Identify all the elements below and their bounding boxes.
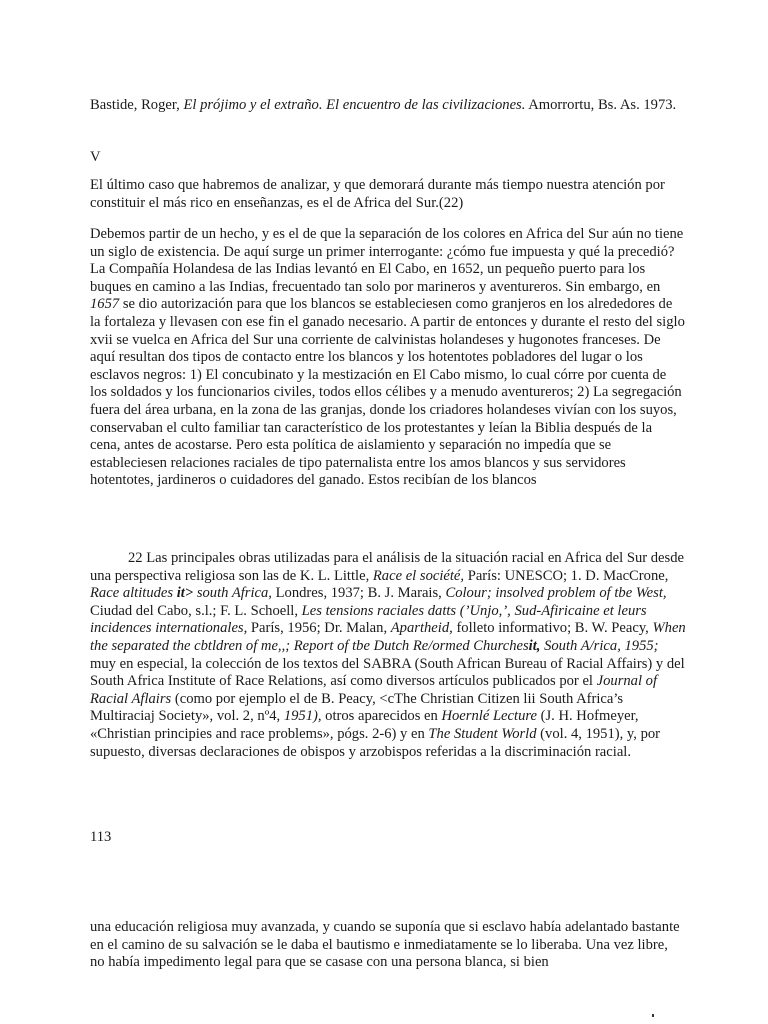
footnote-work-title: South A/rica, 1955; (540, 637, 659, 654)
footnote-text: París: UNESCO; 1. D. MacCrone, (464, 567, 669, 584)
footnote-work-title: Colour; insolved problem of tbe West, (445, 585, 667, 602)
bibliographic-reference (90, 97, 686, 115)
footnote-work-title: Race el société, (372, 567, 465, 584)
page-speck (652, 1014, 654, 1017)
footnote-text: muy en especial, la colección de los textos del SABRA (South African Bureau of Racial Affairs) y del South Africa Institute of Race Relations, así como diversos artículos publicados por el (90, 655, 685, 690)
paragraph-text: Debemos partir de un hecho, y es el de que la separación de los colores en Africa del Sur aún no tiene un siglo de existencia. De aquí surge un primer interrogante: ¿cómo fue impuesta y qué la precedió? La Compañía Holandesa de las Indias levantó en El Cabo, en 1652, un pequeño puerto para los buques en camino a las Indias, frecuentado tan solo por marineros y aventureros. Sin embargo, en (90, 226, 684, 295)
footnote-work-title: The Student World (428, 725, 537, 742)
footnote-work-title: Hoernlé Lecture (441, 708, 537, 725)
footnote-work-title: When the separated the cbtldren of me,,; Report of tbe Dutch Re/ormed Churches (90, 620, 686, 654)
footnote-text: Ciudad del Cabo, s.l.; F. L. Schoell, (90, 602, 302, 619)
footnote-work-title: south Africa, (193, 585, 272, 602)
page-number: 113 (90, 829, 112, 845)
reference-author: Bastide, Roger, (90, 97, 184, 113)
paragraph-text: se dio autorización para que los blancos se estableciesen como granjeros en los alrededores de la fortaleza y llevasen con ese fin el ganado necesario. A partir de entonces y durante el resto del siglo xvii se vuelca en Africa del Sur una corriente de calvinistas holandeses y hugonotes franceses. De aquí resultan dos tipos de contacto entre los blancos y los hotentotes pobladores del lugar o los esclavos negros: 1) El concubinato y la mestización en El Cabo mismo, lo cual córre por cuenta de los soldados y los funcionarios civiles, todos ellos célibes y a menudo aventureros; 2) La segregación fuera del área urbana, en la zona de las granjas, donde los criadores holandeses vivían con los suyos, conservaban el culto familiar tan característico de los protestantes y leían la Biblia después de la cena, antes de acostarse. Pero esta política de aislamiento y separación no impedía que se estableciesen relaciones raciales de tipo paternalista entre los amos blancos y sus servidores hotentotes, jardineros o cuidadores del ganado. Estos recibían de los blancos (90, 296, 685, 489)
footnote-22 (90, 550, 686, 761)
reference-publisher: Amorrortu, Bs. As. 1973. (525, 97, 677, 113)
paragraph-year: 1657 (90, 296, 120, 313)
footnote-text: (J. H. Hofmeyer, «Christian principies and race problems», pógs. 2-6) y en (90, 708, 639, 742)
footnote-text: París, 1956; Dr. Malan, (247, 620, 391, 637)
paragraph-intro: El último caso que habremos de analizar, y que demorará durante más tiempo nuestra atención por constituir el más rico en enseñanzas, es el de Africa del Sur.(22) (90, 177, 665, 211)
footnote-work-title: Journal of Racial Aflairs (90, 673, 658, 707)
footnote-work-title: Apartheid, (390, 620, 453, 637)
footnote-text: Londres, 1937; B. J. Marais, (271, 585, 446, 602)
paragraph-history (90, 226, 686, 490)
footnote-text: folleto informativo; B. W. Peacy, (452, 620, 653, 637)
footnote-work-title: it> (176, 585, 194, 602)
reference-title: El prójimo y el extraño. El encuentro de las civilizaciones. (183, 97, 526, 113)
footnote-work-title: it, (528, 637, 541, 654)
paragraph-continuation: una educación religiosa muy avanzada, y cuando se suponía que si esclavo había adelantado bastante en el camino de su salvación se le daba el bautismo e inmediatamente se lo liberaba. Una vez libre, no había impedimento legal para que se casase con una persona blanca, si bien (90, 919, 680, 971)
section-numeral: V (90, 149, 101, 165)
footnote-work-title: 1951), (283, 708, 322, 725)
footnote-work-title: Race altitudes (90, 585, 177, 602)
footnote-text: (vol. 4, 1951), y, por supuesto, diversas declaraciones de obispos y arzobispos referidas a la discriminación racial. (90, 725, 661, 760)
footnote-work-title: Les tensions raciales datts (’Unjo,’, Sud-Afiricaine et leurs incidences internationales, (90, 602, 647, 637)
footnote-text: 22 Las principales obras utilizadas para el análisis de la situación racial en Africa del Sur desde una perspectiva religiosa son las de K. L. Little, (90, 550, 684, 584)
footnote-text: (como por ejemplo el de B. Peacy, <cThe Christian Citizen lii South Africa’s Multiraciaj Society», vol. 2, nº4, (90, 690, 624, 725)
footnote-text: otros aparecidos en (321, 708, 442, 725)
